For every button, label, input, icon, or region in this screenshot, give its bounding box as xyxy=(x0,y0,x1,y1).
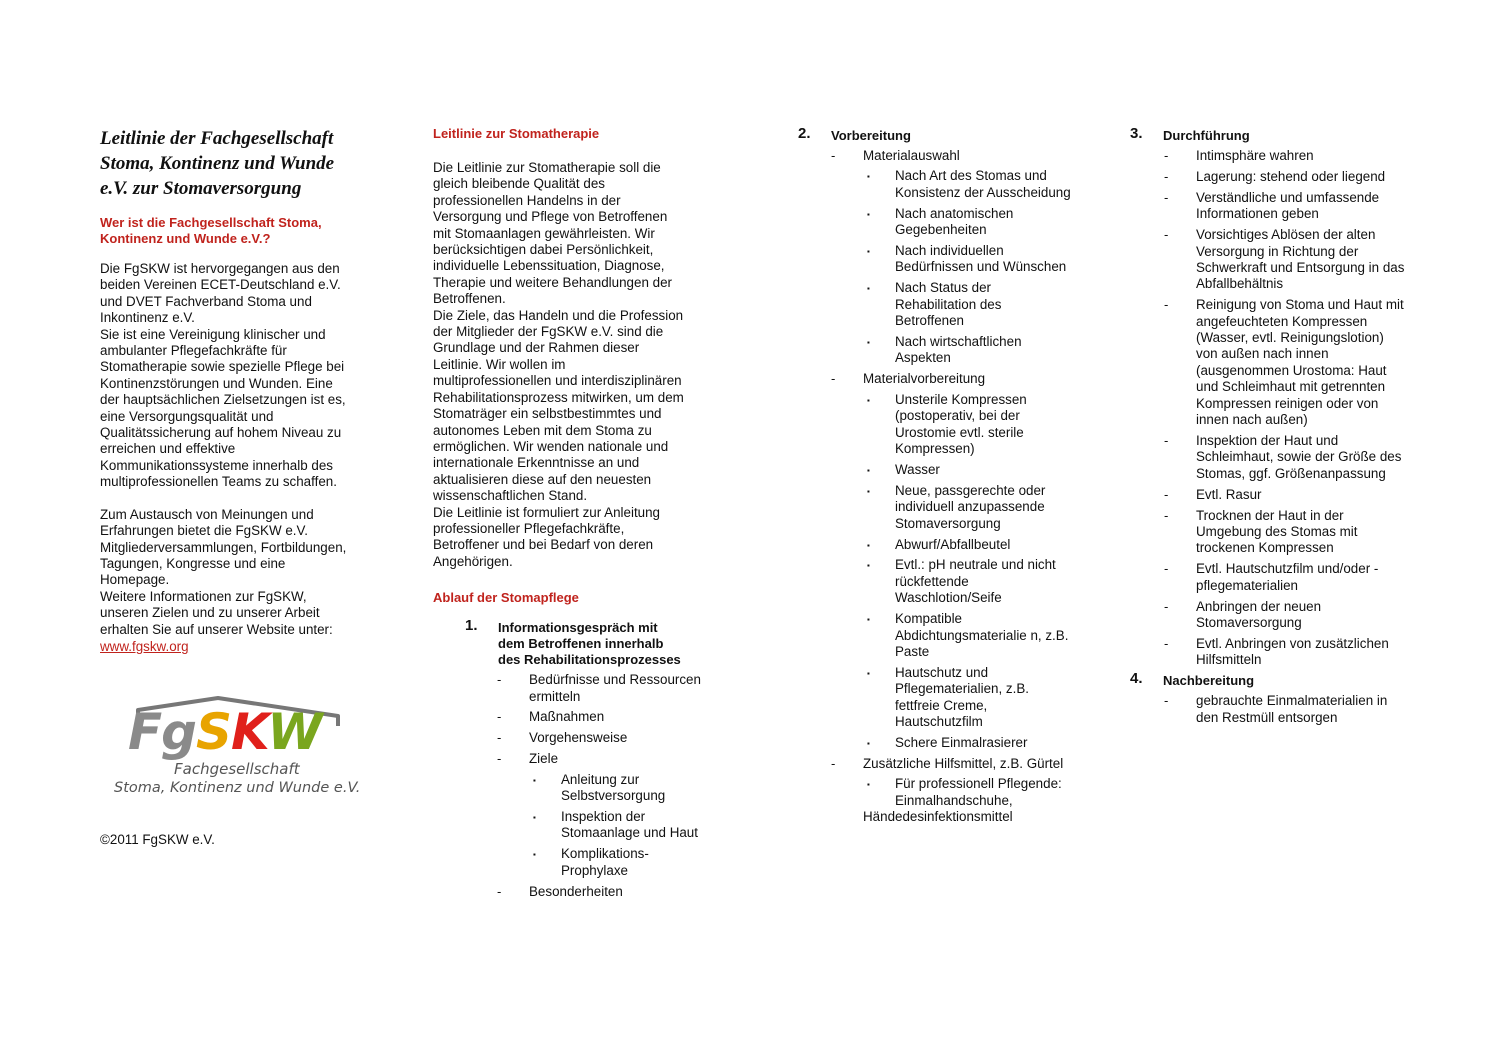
list-item: ▪ Hautschutz und Pflegematerialien, z.B. fettfreie Creme, Hautschutzfilm xyxy=(895,665,1073,731)
section-heading-guideline: Leitlinie zur Stomatherapie xyxy=(433,126,600,141)
list-item: ▪ Nach individuellen Bedürfnissen und Wünschen xyxy=(895,243,1073,276)
list-item: - Reinigung von Stoma und Haut mit angefeuchteten Kompressen (Wasser, evtl. Reinigungslotion) von außen nach innen (ausgenommen Urostoma: Haut und Schleimhaut mit getrennten Kompressen reinigen oder von innen nach außen) xyxy=(1196,297,1405,428)
list-item: - Intimsphäre wahren xyxy=(1196,148,1405,164)
list-item: - Bedürfnisse und Ressourcen ermitteln xyxy=(529,672,708,705)
list-item: ▪ Abwurf/Abfallbeutel xyxy=(895,537,1073,553)
list-item: ▪ Nach Status der Rehabilitation des Betroffenen xyxy=(895,280,1073,329)
list-item-continuation: Händedesinfektionsmittel xyxy=(863,809,1013,825)
step-3: 3. Durchführung xyxy=(1130,125,1250,143)
copyright: ©2011 FgSKW e.V. xyxy=(100,831,215,847)
step-1-list xyxy=(465,672,708,900)
list-item: ▪ Anleitung zur Selbstversorgung xyxy=(561,772,708,805)
list-item: ▪ Nach Art des Stomas und Konsistenz der Ausscheidung xyxy=(895,168,1073,201)
list-item: - Evtl. Rasur xyxy=(1196,487,1405,503)
list-item: - Anbringen der neuen Stomaversorgung xyxy=(1196,599,1405,632)
list-item: ▪ Komplikations-Prophylaxe xyxy=(561,846,708,879)
list-item: - Trocknen der Haut in der Umgebung des Stomas mit trockenen Kompressen xyxy=(1196,508,1405,557)
list-item: - Inspektion der Haut und Schleimhaut, sowie der Größe des Stomas, ggf. Größenanpassung xyxy=(1196,433,1405,482)
step-4: 4. Nachbereitung xyxy=(1130,670,1255,689)
list-item: ▪ Unsterile Kompressen (postoperativ, bei der Urostomie evtl. sterile Kompressen) xyxy=(895,392,1073,458)
document-title: Leitlinie der Fachgesellschaft Stoma, Kontinenz und Wunde e.V. zur Stomaversorgung xyxy=(100,128,335,199)
list-item: - Lagerung: stehend oder liegend xyxy=(1196,169,1405,185)
step-2-list xyxy=(798,148,1073,826)
logo-wordmark: FgSKW xyxy=(128,702,322,761)
list-item: - Ziele ▪ Anleitung zur Selbstversorgung ▪ Inspektion der Stomaanlage und Haut ▪ Komplikations-Prophylaxe xyxy=(529,751,708,879)
list-item: - Materialauswahl ▪ Nach Art des Stomas und Konsistenz der Ausscheidung ▪ Nach anatomischen Gegebenheiten ▪ Nach individuellen Bedürfnissen und Wünschen ▪ Nach Status der Rehabilitation des Betroffenen ▪ Nach wirtschaftlichen Aspekten xyxy=(863,148,1073,367)
list-item: - Evtl. Hautschutzfilm und/oder -pflegematerialien xyxy=(1196,561,1405,594)
step-3-number: 3. xyxy=(1130,125,1143,142)
step-4-list xyxy=(1130,693,1405,726)
list-item: - Materialvorbereitung ▪ Unsterile Kompressen (postoperativ, bei der Urostomie evtl. sterile Kompressen) ▪ Wasser ▪ Neue, passgerechte oder individuell anzupassende Stomaversorgung ▪ Abwurf/Abfallbeutel ▪ Evtl.: pH neutrale und nicht rückfettende Waschlotion/Seife ▪ Kompatible Abdichtungsmaterialie n, z.B. Paste ▪ Hautschutz und Pflegematerialien, z.B. fettfreie Creme, Hautschutzfilm ▪ Schere Einmalrasierer xyxy=(863,371,1073,751)
step-4-number: 4. xyxy=(1130,670,1143,688)
list-item: ▪ Kompatible Abdichtungsmaterialie n, z.B. Paste xyxy=(895,611,1073,660)
step-2-number: 2. xyxy=(798,125,811,142)
list-item: ▪ Für professionell Pflegende: Einmalhandschuhe, xyxy=(895,776,1073,809)
list-item: - Maßnahmen xyxy=(529,709,708,725)
step-1: 1. Informationsgespräch mit dem Betroffenen innerhalb des Rehabilitationsprozesses - Bedürfnisse und Ressourcen ermitteln - Maßnahmen - Vorgehensweise - Ziele ▪ Anleitung zur Selbstversorgung ▪ Inspektion der Stomaanlage und Haut ▪ Komplikations-Prophylaxe - Besonderheiten xyxy=(433,620,708,900)
website-link[interactable]: www.fgskw.org xyxy=(100,638,189,654)
logo-line-2: Stoma, Kontinenz und Wunde e.V. xyxy=(114,779,361,796)
step-1-number: 1. xyxy=(465,617,478,635)
exchange-paragraph: Zum Austausch von Meinungen und Erfahrungen bietet die FgSKW e.V. Mitgliederversammlungen, Fortbildungen, Tagungen, Kongresse und eine Homepage. Weitere Informationen zur FgSKW, unseren Zielen und zu unserer Arbeit erhalten Sie auf unserer Website unter: xyxy=(100,506,347,637)
list-item: - Vorgehensweise xyxy=(529,730,708,746)
column-guideline xyxy=(433,124,708,905)
list-item: - Evtl. Anbringen von zusätzlichen Hilfsmitteln xyxy=(1196,636,1405,669)
list-item: - Zusätzliche Hilfsmittel, z.B. Gürtel ▪ Für professionell Pflegende: Einmalhandschuhe, Händedesinfektionsmittel xyxy=(863,756,1073,826)
list-item: - Verständliche und umfassende Informationen geben xyxy=(1196,190,1405,223)
fgskw-logo xyxy=(100,696,360,806)
step-3-list xyxy=(1130,148,1405,669)
list-item: ▪ Nach anatomischen Gegebenheiten xyxy=(895,206,1073,239)
column-execution xyxy=(1130,124,1405,731)
list-item: ▪ Neue, passgerechte oder individuell anzupassende Stomaversorgung xyxy=(895,483,1073,532)
list-item: - gebrauchte Einmalmaterialien in den Restmüll entsorgen xyxy=(1196,693,1405,726)
about-paragraph: Die FgSKW ist hervorgegangen aus den beiden Vereinen ECET-Deutschland e.V. und DVET Fachverband Stoma und Inkontinenz e.V. Sie ist eine Vereinigung klinischer und ambulanter Pflegefachkräfte für Stomatherapie sowie spezielle Pflege bei Kontinenzstörungen und Wunden. Eine der hauptsächlichen Zielsetzungen ist es, eine Versorgungsqualität und Qualitätssicherung auf hohem Niveau zu erreichen und effektive Kommunikationssysteme innerhalb des multiprofessionellen Teams zu schaffen. xyxy=(100,261,346,490)
list-item: - Besonderheiten xyxy=(529,884,708,900)
logo-line-1: Fachgesellschaft xyxy=(174,759,300,778)
guideline-paragraph: Die Leitlinie zur Stomatherapie soll die gleich bleibende Qualität des professionellen Handelns in der Versorgung und Pflege von Betroffenen mit Stomaanlagen gewährleisten. Wir berücksichtigen dabei Persönlichkeit, individuelle Lebenssituation, Diagnose, Therapie und weitere Behandlungen der Betroffenen. Die Ziele, das Handeln und die Profession der Mitglieder der FgSKW e.V. sind die Grundlage und der Rahmen dieser Leitlinie. Wir wollen im multiprofessionellen und interdisziplinären Rehabilitationsprozess mitwirken, um dem Stomaträger ein selbstbestimmtes und autonomes Leben mit dem Stoma zu ermöglichen. Wir wenden nationale und internationale Erkenntnisse an und aktualisieren diese auf den neuesten wissenschaftlichen Stand. Die Leitlinie ist formuliert zur Anleitung professioneller Pflegefachkräfte, Betroffener und bei Bedarf von deren Angehörigen. xyxy=(433,160,684,569)
column-intro xyxy=(100,124,375,847)
list-item: - Vorsichtiges Ablösen der alten Versorgung in Richtung der Schwerkraft und Entsorgung in das Abfallbehältnis xyxy=(1196,227,1405,293)
column-preparation xyxy=(798,124,1073,830)
section-heading-about: Wer ist die Fachgesellschaft Stoma, Kontinenz und Wunde e.V.? xyxy=(100,215,322,246)
list-item: ▪ Evtl.: pH neutrale und nicht rückfettende Waschlotion/Seife xyxy=(895,557,1073,606)
list-item: ▪ Schere Einmalrasierer xyxy=(895,735,1073,751)
section-heading-procedure: Ablauf der Stomapflege xyxy=(433,590,579,606)
list-item: ▪ Wasser xyxy=(895,462,1073,478)
list-item: ▪ Inspektion der Stomaanlage und Haut xyxy=(561,809,708,842)
step-2: 2. Vorbereitung xyxy=(798,125,911,143)
list-item: ▪ Nach wirtschaftlichen Aspekten xyxy=(895,334,1073,367)
